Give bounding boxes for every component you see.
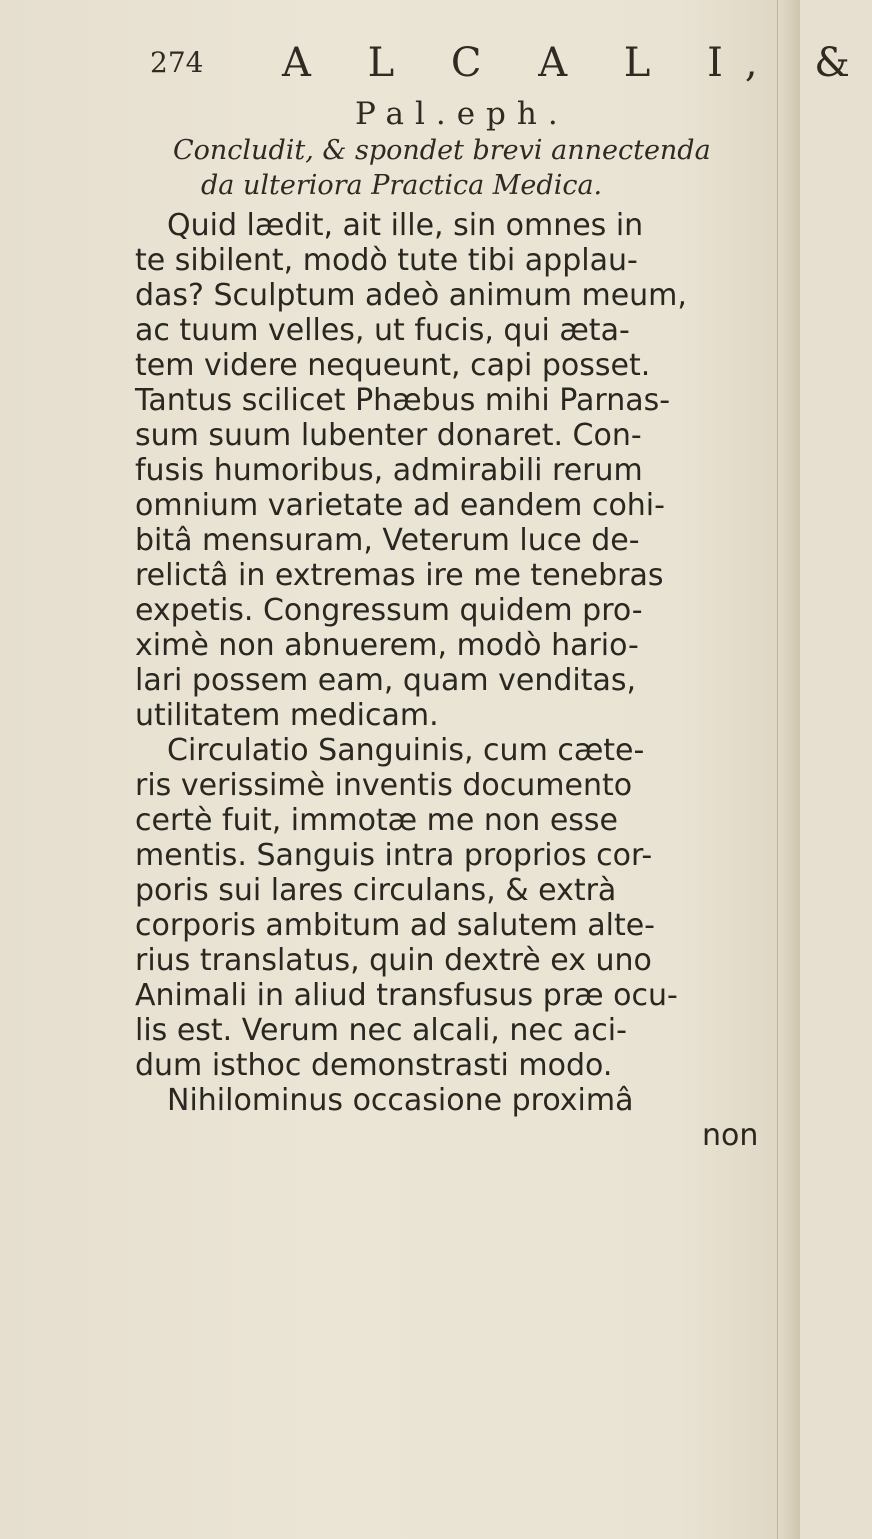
body-text (135, 208, 775, 1153)
running-head (150, 40, 872, 90)
catchword: non (702, 1118, 759, 1153)
text-line: Nihilominus occasione proximâ (167, 1083, 634, 1118)
text-line: Tantus scilicet Phæbus mihi Parnas- (135, 383, 671, 418)
summary-line: da ulteriora Practica Medica. (201, 170, 603, 201)
text-line: mentis. Sanguis intra proprios cor- (135, 838, 653, 873)
text-line: rius translatus, quin dextrè ex uno (135, 943, 652, 978)
summary-line: Concludit, & spondet brevi annectenda (173, 135, 711, 166)
text-line: ris verissimè inventis documento (135, 768, 633, 803)
text-line: certè fuit, immotæ me non esse (135, 803, 618, 838)
text-line: relictâ in extremas ire me tenebras (135, 558, 664, 593)
section-title: Pal.eph. (355, 96, 569, 132)
text-line: lis est. Verum nec alcali, nec aci- (135, 1013, 627, 1048)
text-line: dum isthoc demonstrasti modo. (135, 1048, 613, 1083)
text-line: te sibilent, modò tute tibi applau- (135, 243, 638, 278)
text-line: omnium varietate ad eandem cohi- (135, 488, 665, 523)
text-line: ac tuum velles, ut fucis, qui æta- (135, 313, 630, 348)
page-number: 274 (150, 46, 204, 79)
section-summary (173, 133, 773, 203)
page-edge (777, 0, 800, 1539)
text-line: utilitatem medicam. (135, 698, 439, 733)
text-line: poris sui lares circulans, & extrà (135, 873, 617, 908)
text-line: Quid lædit, ait ille, sin omnes in (167, 208, 644, 243)
text-line: ximè non abnuerem, modò hario- (135, 628, 639, 663)
text-line: Circulatio Sanguinis, cum cæte- (167, 733, 645, 768)
text-line: expetis. Congressum quidem pro- (135, 593, 643, 628)
text-line: fusis humoribus, admirabili rerum (135, 453, 643, 488)
text-line: tem videre nequeunt, capi posset. (135, 348, 651, 383)
text-line: lari possem eam, quam venditas, (135, 663, 637, 698)
running-title: A L C A L I, & (282, 40, 872, 86)
text-line: das? Sculptum adeò animum meum, (135, 278, 687, 313)
text-line: Animali in aliud transfusus præ ocu- (135, 978, 678, 1013)
text-line: bitâ mensuram, Veterum luce de- (135, 523, 640, 558)
text-line: sum suum lubenter donaret. Con- (135, 418, 642, 453)
text-line: corporis ambitum ad salutem alte- (135, 908, 656, 943)
